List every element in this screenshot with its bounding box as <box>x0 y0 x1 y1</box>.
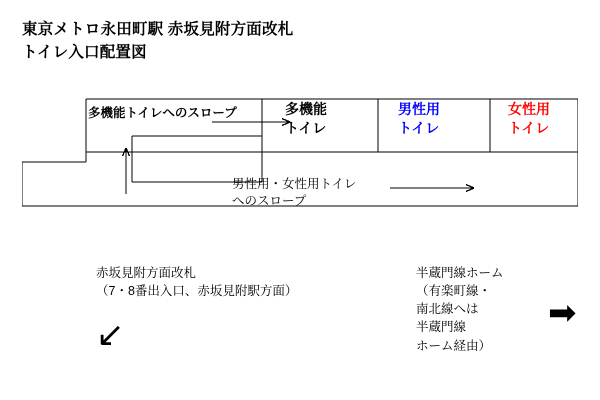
exit-info-hanzomon-platform <box>416 264 504 355</box>
arrow-southwest-icon: ↙ <box>96 315 125 355</box>
room-label-multi-purpose-toilet-line2: トイレ <box>285 119 327 136</box>
room-label-mens-toilet-line1: 男性用 <box>398 101 440 117</box>
arrow-east-icon: ➡ <box>548 293 577 333</box>
room-label-multi-purpose-toilet-line1: 多機能 <box>285 101 327 117</box>
page-title <box>22 18 293 65</box>
room-label-multi-purpose-toilet <box>285 100 327 138</box>
exit-info-hanzomon-platform-line3: 南北線へは <box>416 302 479 317</box>
exit-info-hanzomon-platform-line2: （有楽町線・ <box>416 284 492 299</box>
page-title-line2: トイレ入口配置図 <box>22 44 147 62</box>
slope-label-mens-womens-line2: へのスロープ <box>232 193 307 208</box>
room-label-womens-toilet <box>508 100 550 138</box>
slope-label-mens-womens <box>232 176 356 210</box>
page-title-line1: 東京メトロ永田町駅 赤坂見附方面改札 <box>22 21 294 38</box>
exit-info-akasakamitsuke-line1: 赤坂見附方面改札 <box>96 266 197 280</box>
room-label-mens-toilet <box>398 100 440 138</box>
room-label-mens-toilet-line2: トイレ <box>398 119 440 136</box>
exit-info-akasakamitsuke <box>96 264 297 300</box>
room-label-womens-toilet-line1: 女性用 <box>508 101 550 117</box>
exit-info-hanzomon-platform-line1: 半蔵門線ホーム <box>416 266 504 280</box>
room-label-womens-toilet-line2: トイレ <box>508 119 550 136</box>
exit-info-akasakamitsuke-line2: （7・8番出入口、赤坂見附駅方面） <box>96 284 298 299</box>
slope-label-mens-womens-line1: 男性用・女性用トイレ <box>232 177 357 191</box>
slope-label-multi-purpose: 多機能トイレへのスロープ <box>88 106 237 120</box>
exit-info-hanzomon-platform-line5: ホーム経由） <box>416 338 492 353</box>
exit-info-hanzomon-platform-line4: 半蔵門線 <box>416 320 467 335</box>
